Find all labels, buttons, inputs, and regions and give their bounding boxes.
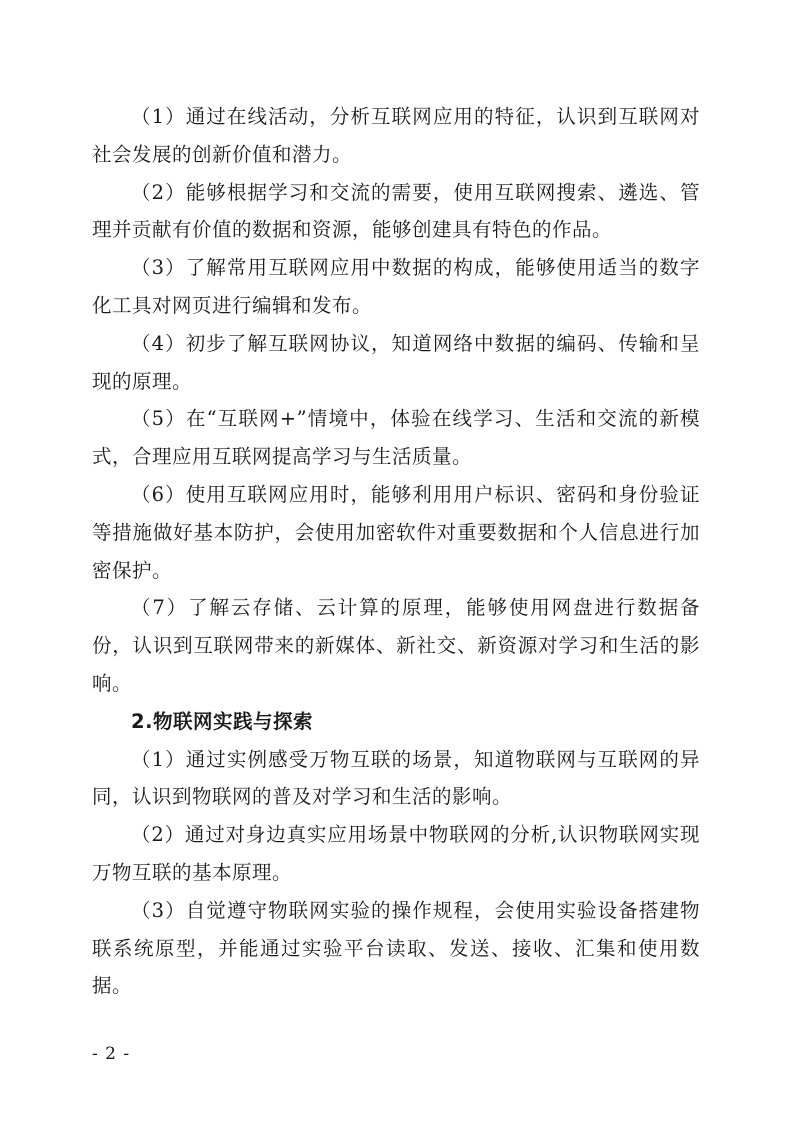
paragraph-1-5: （5）在“互联网+”情境中，体验在线学习、生活和交流的新模式，合理应用互联网提高学习与生活质量。 xyxy=(92,407,700,469)
paragraph-1-4: （4）初步了解互联网协议，知道网络中数据的编码、传输和呈现的原理。 xyxy=(92,331,700,393)
paragraph-2-1: （1）通过实例感受万物互联的场景，知道物联网与互联网的异同，认识到物联网的普及对学习和生活的影响。 xyxy=(92,747,700,809)
document-body xyxy=(92,98,700,1005)
paragraph-1-2: （2）能够根据学习和交流的需要，使用互联网搜索、遴选、管理并贡献有价值的数据和资源，能够创建具有特色的作品。 xyxy=(92,180,700,242)
paragraph-1-6: （6）使用互联网应用时，能够利用用户标识、密码和身份验证等措施做好基本防护，会使用加密软件对重要数据和个人信息进行加密保护。 xyxy=(92,482,700,582)
paragraph-1-3: （3）了解常用互联网应用中数据的构成，能够使用适当的数字化工具对网页进行编辑和发布。 xyxy=(92,256,700,317)
paragraph-1-1: （1）通过在线活动，分析互联网应用的特征，认识到互联网对社会发展的创新价值和潜力。 xyxy=(92,105,700,166)
section-heading: 2.物联网实践与探索 xyxy=(131,709,313,733)
page-number: - 2 - xyxy=(92,1044,131,1064)
paragraph-2-3: （3）自觉遵守物联网实验的操作规程，会使用实验设备搭建物联系统原型，并能通过实验平台读取、发送、接收、汇集和使用数据。 xyxy=(92,898,700,998)
paragraph-1-7: （7）了解云存储、云计算的原理，能够使用网盘进行数据备份，认识到互联网带来的新媒体、新社交、新资源对学习和生活的影响。 xyxy=(92,596,700,695)
paragraph-2-2: （2）通过对身边真实应用场景中物联网的分析,认识物联网实现万物互联的基本原理。 xyxy=(92,823,700,884)
